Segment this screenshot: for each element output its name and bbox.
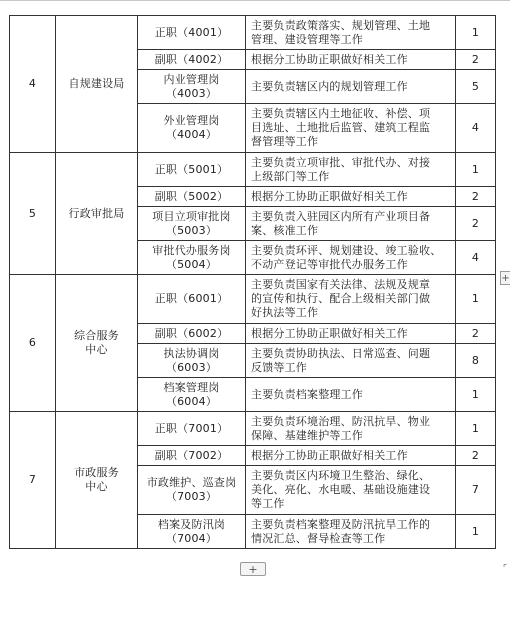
add-row-button[interactable]: + [240,562,266,576]
position-count-cell: 2 [456,50,496,70]
department-name-cell: 市政服务 中心 [56,412,138,549]
position-duty-cell: 主要负责国家有关法律、法规及规章 的宣传和执行、配合上级相关部门做 好执法等工作 [246,275,456,324]
position-duty-cell: 主要负责辖区内的规划管理工作 [246,70,456,104]
position-count-cell: 1 [456,412,496,446]
table-resize-handle[interactable]: ⌜ [502,564,508,574]
department-number-cell: 4 [10,16,56,153]
position-title-cell: 内业管理岗 （4003） [138,70,246,104]
table-row [10,275,496,324]
page-top-border [0,0,510,1]
position-duty-cell: 根据分工协助正职做好相关工作 [246,50,456,70]
position-title-cell: 执法协调岗 （6003） [138,344,246,378]
position-count-cell: 1 [456,275,496,324]
position-duty-cell: 主要负责入驻园区内所有产业项目备 案、核准工作 [246,207,456,241]
add-column-button[interactable]: + [501,273,510,284]
position-count-cell: 1 [456,153,496,187]
position-title-cell: 正职（5001） [138,153,246,187]
position-duty-cell: 主要负责政策落实、规划管理、土地 管理、建设管理等工作 [246,16,456,50]
position-count-cell: 1 [456,515,496,549]
table-row [10,412,496,446]
position-title-cell: 档案管理岗 （6004） [138,378,246,412]
position-duty-cell: 主要负责环境治理、防汛抗旱、物业 保障、基建维护等工作 [246,412,456,446]
department-number-cell: 5 [10,153,56,275]
position-title-cell: 副职（5002） [138,187,246,207]
position-duty-cell: 根据分工协助正职做好相关工作 [246,324,456,344]
position-title-cell: 副职（6002） [138,324,246,344]
position-duty-cell: 根据分工协助正职做好相关工作 [246,187,456,207]
position-title-cell: 档案及防汛岗 （7004） [138,515,246,549]
table-row [10,16,496,50]
position-duty-cell: 主要负责协助执法、日常巡查、问题 反馈等工作 [246,344,456,378]
position-count-cell: 4 [456,241,496,275]
position-count-cell: 2 [456,187,496,207]
position-count-cell: 4 [456,104,496,153]
department-name-cell: 综合服务 中心 [56,275,138,412]
department-number-cell: 7 [10,412,56,549]
table-row [10,153,496,187]
position-duty-cell: 主要负责立项审批、审批代办、对接 上级部门等工作 [246,153,456,187]
position-title-cell: 正职（4001） [138,16,246,50]
position-count-cell: 7 [456,466,496,515]
position-count-cell: 1 [456,16,496,50]
department-number-cell: 6 [10,275,56,412]
positions-table [9,15,496,549]
position-count-cell: 2 [456,324,496,344]
position-title-cell: 正职（7001） [138,412,246,446]
position-count-cell: 8 [456,344,496,378]
position-title-cell: 正职（6001） [138,275,246,324]
position-count-cell: 2 [456,207,496,241]
position-title-cell: 外业管理岗 （4004） [138,104,246,153]
positions-table-body [10,16,496,549]
position-count-cell: 1 [456,378,496,412]
department-name-cell: 自规建设局 [56,16,138,153]
position-title-cell: 副职（4002） [138,50,246,70]
department-name-cell: 行政审批局 [56,153,138,275]
position-duty-cell: 主要负责档案整理及防汛抗旱工作的 情况汇总、督导检查等工作 [246,515,456,549]
position-title-cell: 审批代办服务岗 （5004） [138,241,246,275]
position-title-cell: 市政维护、巡查岗 （7003） [138,466,246,515]
position-duty-cell: 主要负责环评、规划建设、竣工验收、 不动产登记等审批代办服务工作 [246,241,456,275]
position-duty-cell: 主要负责辖区内土地征收、补偿、项 目选址、土地批后监管、建筑工程监 督管理等工作 [246,104,456,153]
position-duty-cell: 主要负责档案整理工作 [246,378,456,412]
position-duty-cell: 根据分工协助正职做好相关工作 [246,446,456,466]
position-title-cell: 副职（7002） [138,446,246,466]
position-count-cell: 5 [456,70,496,104]
position-duty-cell: 主要负责区内环境卫生整治、绿化、 美化、亮化、水电暖、基础设施建设 等工作 [246,466,456,515]
position-title-cell: 项目立项审批岗 （5003） [138,207,246,241]
position-count-cell: 2 [456,446,496,466]
